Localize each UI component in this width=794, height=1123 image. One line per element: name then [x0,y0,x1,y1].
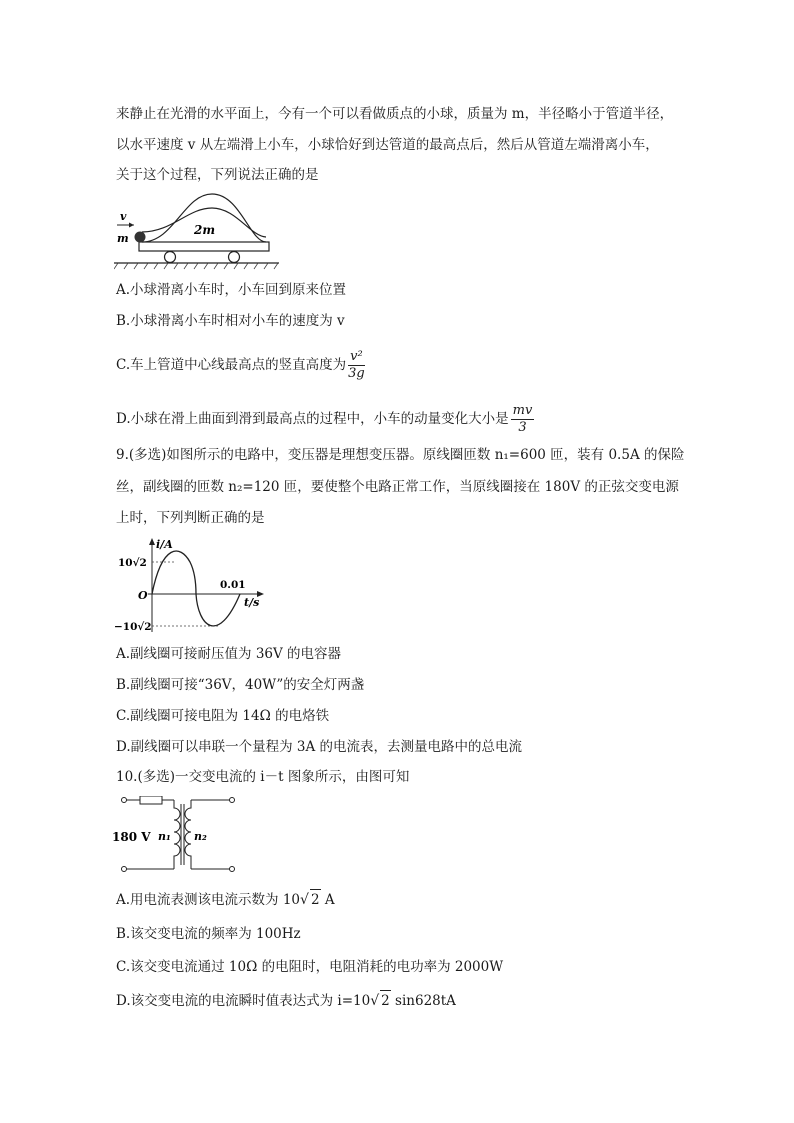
q10-option-d-tail: sin628tA [390,993,456,1009]
q9-origin-label: O [138,589,148,602]
q10-option-a [116,889,335,910]
q10-option-a-radicand: 2 [310,889,321,910]
q8-option-c-numerator: v² [348,349,365,366]
q10-option-c: C.该交变电流通过 10Ω 的电阻时，电阻消耗的电功率为 2000W [116,959,504,975]
q8-label-v: v [120,210,127,223]
q9-option-d: D.副线圈可以串联一个量程为 3A 的电流表，去测量电路中的总电流 [116,739,523,755]
q9-stem-line-1: 9.(多选)如图所示的电路中，变压器是理想变压器。原线圈匝数 n₁=600 匝，装有 0.5A 的保险 [116,447,685,463]
q8-label-m: m [117,232,129,245]
q8-option-d [116,399,534,439]
q9-option-c: C.副线圈可接电阻为 14Ω 的电烙铁 [116,708,330,724]
q10-option-d [116,990,456,1011]
q10-option-d-text: D.该交变电流的电流瞬时值表达式为 i=10 [116,993,371,1009]
sqrt-icon: √ [300,892,309,908]
q8-option-c-text: C.车上管道中心线最高点的竖直高度为 [116,357,347,373]
q9-y-min-label: −10√2 [114,621,152,633]
q9-y-axis-label: i/A [156,538,173,551]
q8-option-d-fraction [511,403,535,436]
q9-sine-graph [110,536,270,636]
q8-option-a: A.小球滑离小车时，小车回到原来位置 [116,282,347,298]
q8-label-2m: 2m [194,223,216,237]
sqrt-icon: √ [370,993,380,1009]
q8-option-c-denominator: 3g [348,366,365,381]
q10-option-b: B.该交变电流的频率为 100Hz [116,926,301,942]
q8-option-d-numerator: mv [512,403,533,418]
q8-stem-line-1: 来静止在光滑的水平面上，今有一个可以看做质点的小球，质量为 m，半径略小于管道半径， [116,106,674,122]
q10-option-a-unit: A [320,892,335,908]
q9-x-axis-label: t/s [244,596,260,609]
q9-y-max-label: 10√2 [118,557,147,569]
q9-option-a: A.副线圈可接耐压值为 36V 的电容器 [116,646,342,662]
q10-stem: 10.(多选)一交变电流的 i－t 图象所示，由图可知 [116,769,410,785]
q10-n2-label: n₂ [194,830,207,843]
q8-cart-figure [114,190,284,270]
q9-stem-line-2: 丝，副线圈的匝数 n₂=120 匝，要使整个电路正常工作，当原线圈接在 180V 的正弦交变电源 [116,479,679,495]
q9-x-tick-label: 0.01 [220,579,246,591]
q8-option-d-denominator: 3 [518,420,527,435]
q8-option-c [116,345,365,385]
q10-voltage-label: 180 V [112,830,151,844]
q10-option-d-radicand: 2 [380,990,391,1011]
q10-n1-label: n₁ [158,830,171,843]
q8-option-c-fraction [348,349,365,382]
q10-transformer-figure [112,796,242,876]
q9-option-b: B.副线圈可接“36V，40W”的安全灯两盏 [116,677,365,693]
q8-stem-line-2: 以水平速度 v 从左端滑上小车，小球恰好到达管道的最高点后，然后从管道左端滑离小车， [116,137,659,153]
q8-option-d-text: D.小球在滑上曲面到滑到最高点的过程中，小车的动量变化大小是 [116,411,509,427]
q8-option-b: B.小球滑离小车时相对小车的速度为 v [116,313,345,329]
q9-stem-line-3: 上时，下列判断正确的是 [116,510,265,526]
q8-stem-line-3: 关于这个过程，下列说法正确的是 [116,167,319,183]
q10-option-a-text: A.用电流表测该电流示数为 10 [116,892,301,908]
